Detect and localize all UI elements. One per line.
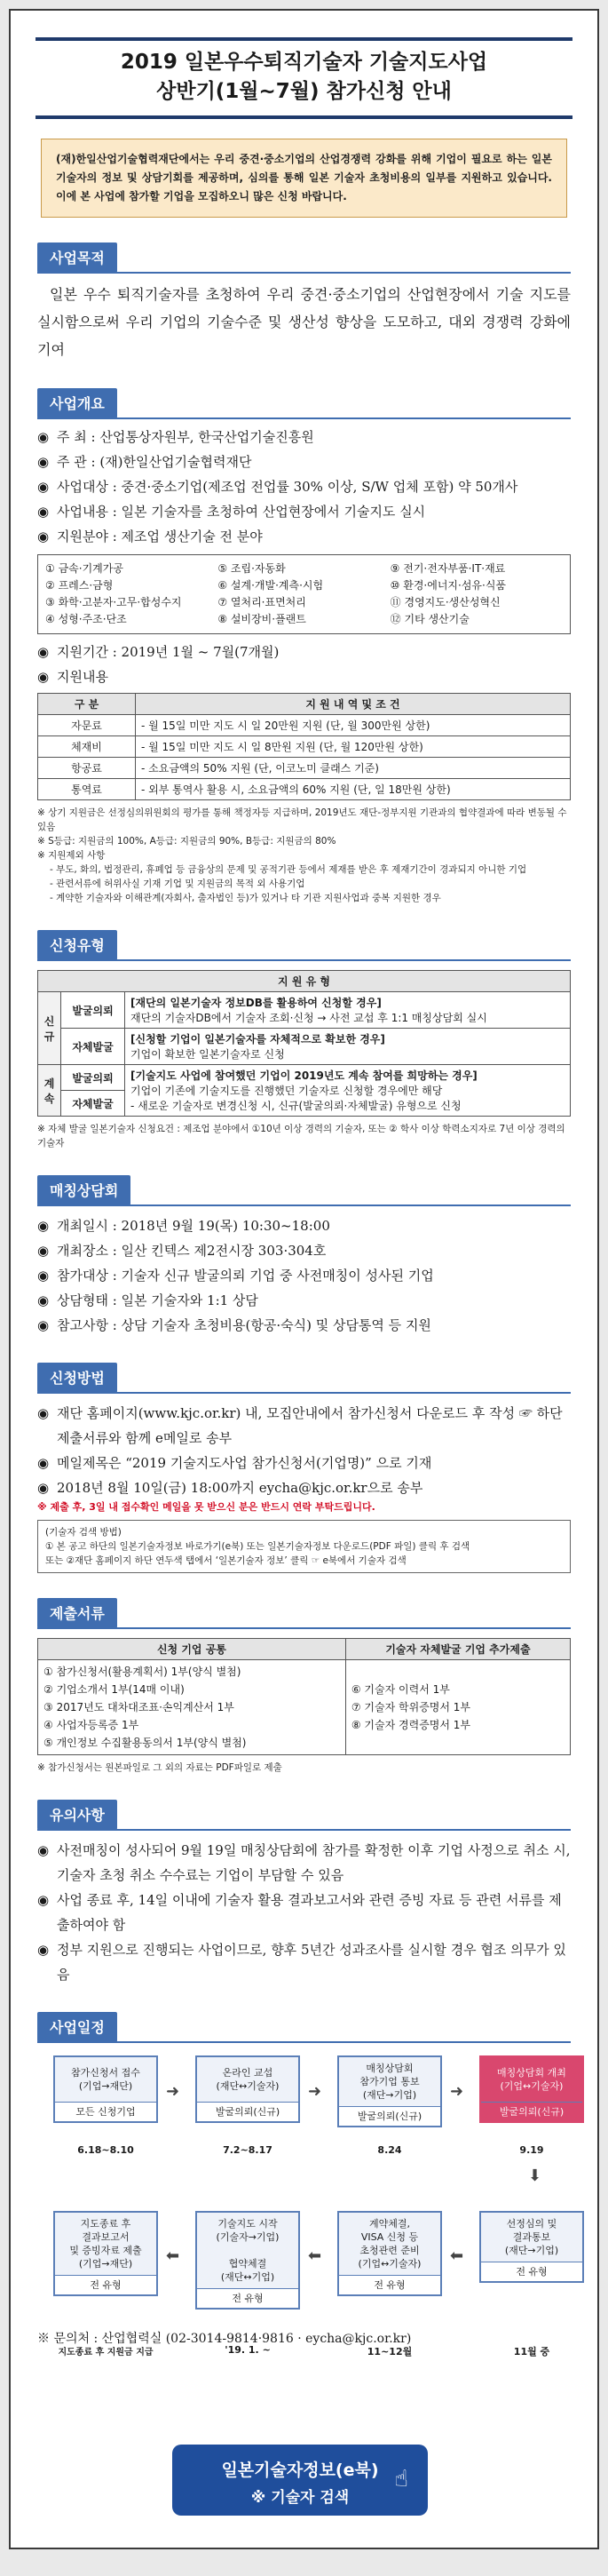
flow-arrow-icon: ⬇ [528,2167,542,2185]
schedule-step [479,2211,584,2283]
bullet-icon: ◉ [37,1317,50,1333]
table-row [38,779,571,800]
list-item [37,499,571,524]
bullet-icon: ◉ [37,1218,50,1234]
step-date: '19. 1. ~ [225,2344,271,2356]
support-fields-grid [37,554,571,634]
type-title: [기술지도 사업에 참여했던 기업이 2019년도 계속 참여를 희망하는 경우] [130,1069,478,1082]
step-title: 기술지도 시작 (기술자→기업) 협약체결 (재단↔기업) [216,2218,280,2283]
document-item: ② 기업소개서 1부(14매 이내) [43,1683,185,1696]
table-header: 지 원 유 형 [38,971,571,992]
table-cell: - 외부 통역사 활용 시, 소요금액의 60% 지원 (단, 일 18만원 상한) [136,779,571,800]
table-cell: - 월 15일 미만 지도 시 일 8만원 지원 (단, 월 120만원 상한) [136,736,571,758]
type-label: 자체발굴 [61,1029,125,1065]
step-title: 지도종료 후 결과보고서 및 증빙자료 제출 (기업→재단) [69,2218,142,2270]
field-item: ⑨ 전기·전자부품·IT·재료 [390,562,506,575]
flow-arrow-icon: ➜ [166,2082,180,2101]
field-item: ⑥ 설계·개발·계측·시험 [217,579,324,592]
schedule-step [195,2211,300,2310]
table-row [38,736,571,758]
step-title: 참가신청서 접수 (기업→재단) [71,2067,140,2092]
type-title: [신청할 기업이 일본기술자를 자체적으로 확보한 경우] [130,1033,385,1046]
documents-note: ※ 참가신청서는 원본파일로 그 외의 자료는 PDF파일로 제출 [37,1762,282,1773]
guide-line: 또는 ②재단 홈페이지 하단 연두색 탭에서 ‘일본기술자 정보’ 클릭 ☞ e북에서 기술자 검색 [45,1555,407,1566]
list-item-text: 사업대상 : 중견·중소기업(제조업 전업률 30% 이상, S/W 업체 포함) 약 50개사 [57,479,518,495]
list-item [37,524,571,549]
section-header: 사업목적 [37,242,117,273]
flow-arrow-icon: ➜ [450,2082,464,2101]
flow-arrow-icon: ⬅ [166,2246,180,2265]
step-title: 매칭상담회 참가기업 통보 (재단→기업) [359,2063,420,2101]
document-item: ① 참가신청서(활용계획서) 1부(양식 별첨) [43,1666,241,1678]
step-target: 전 유형 [481,2262,582,2281]
bullet-icon: ◉ [37,454,50,470]
note-line: ※ 상기 지원금은 선정심의위원회의 평가를 통해 책정자등 지급하며, 2019년도 재단-정부지원 기관과의 협약결과에 따라 변동될 수 있음 [37,807,567,832]
guide-line: ① 본 공고 하단의 일본기술자정보 바로가기(e북) 또는 일본기술자정보 다운로드(PDF 파일) 클릭 후 검색 [45,1541,470,1552]
list-item [37,449,571,474]
engineer-search-button[interactable] [172,2445,428,2516]
schedule-step [195,2055,300,2123]
pointer-hand-icon: ☝ [394,2466,408,2493]
warning-text: ※ 제출 후, 3일 내 접수확인 메일을 못 받으신 분은 반드시 연락 부탁드립니다. [37,1501,375,1513]
list-item [37,1937,571,1987]
bullet-icon: ◉ [37,1455,50,1471]
list-item-text: 2018년 8월 10일(금) 18:00까지 eycha@kjc.or.kr으로 송부 [57,1480,423,1496]
apply-type-note: ※ 자체 발굴 일본기술자 신청요건 : 제조업 분야에서 ①10년 이상 경력의 기술자, 또는 ② 학사 이상 학력소지자로 7년 이상 경력의 기술자 [37,1124,565,1149]
type-title: [재단의 일본기술자 정보DB를 활용하여 신청할 경우] [130,997,382,1009]
type-desc: 기업이 확보한 일본기술자로 신청 [130,1048,285,1061]
section-header: 유의사항 [37,1800,117,1830]
field-item: ⑪ 경영지도·생산성혁신 [390,596,501,608]
support-period: 지원기간 : 2019년 1월 ~ 7월(7개월) [57,644,280,660]
title-line-1: 2019 일본우수퇴직기술자 기술지도사업 [120,51,488,74]
flow-arrow-icon: ⬅ [450,2246,464,2265]
bullet-icon: ◉ [37,1842,50,1858]
step-date: 9.19 [519,2144,544,2156]
flow-arrow-icon: ➜ [308,2082,322,2101]
list-item-text: 개최일시 : 2018년 9월 19(목) 10:30~18:00 [57,1218,330,1234]
type-label: 발굴의뢰 [61,992,125,1029]
list-item [37,1263,571,1288]
bullet-icon: ◉ [37,1942,50,1958]
bullet-icon: ◉ [37,1480,50,1496]
section-matching [37,1150,571,1338]
field-item: ③ 화학·고분자·고무·합성수지 [45,596,182,608]
step-date: 11월 중 [513,2346,550,2357]
button-label: 일본기술자정보(e북) [221,2461,379,2480]
step-date: 8.24 [377,2144,402,2156]
table-row [38,715,571,736]
table-header: 지 원 내 역 및 조 건 [136,694,571,715]
document-item: ⑦ 기술자 학위증명서 1부 [351,1701,471,1713]
step-target: 전 유형 [197,2288,298,2308]
step-target: 발굴의뢰(신규) [197,2102,298,2121]
field-item: ① 금속·기계가공 [45,562,123,575]
bullet-icon: ◉ [37,479,50,495]
field-item: ⑩ 환경·에너지·섬유·식품 [390,579,507,592]
support-table [37,693,571,800]
field-item: ② 프레스·금형 [45,579,114,592]
step-date: 지도종료 후 지원금 지급 [58,2348,154,2357]
section-apply-type [37,905,571,1150]
schedule-step [53,2055,158,2123]
table-cell: 체재비 [38,736,136,758]
field-item: ⑧ 설비장비·플랜트 [217,613,306,625]
bullet-icon: ◉ [37,1292,50,1308]
list-item [37,1451,571,1475]
section-schedule [37,1987,571,2357]
field-item: ⑤ 조립·자동화 [217,562,286,575]
section-overview [37,363,571,905]
step-title: 계약체결, VISA 신청 등 초청관련 준비 (기업↔기술자) [358,2218,422,2270]
section-purpose [37,218,571,363]
section-header: 제출서류 [37,1598,117,1628]
field-item: ④ 성형·주조·단조 [45,613,127,625]
notice-page [9,9,599,2549]
table-cell: - 소요금액의 50% 지원 (단, 이코노미 클래스 기준) [136,758,571,779]
type-desc: 재단의 기술자DB에서 기술자 조회·신청 → 사전 교섭 후 1:1 매칭상담회 실시 [130,1012,487,1024]
flow-arrow-icon: ⬅ [308,2246,322,2265]
list-item-text: 상담형태 : 일본 기술자와 1:1 상담 [57,1292,258,1308]
list-item [37,1288,571,1313]
section-documents [37,1573,571,1775]
step-target: 발굴의뢰(신규) [481,2102,582,2121]
table-row [38,758,571,779]
list-item [37,1888,571,1937]
section-header: 사업개요 [37,388,117,418]
search-guide-box [37,1520,571,1573]
table-header: 구 분 [38,694,136,715]
list-item-text: 재단 홈페이지(www.kjc.or.kr) 내, 모집안내에서 참가신청서 다운로드 후 작성 ☞ 하단 제출서류와 함께 e메일로 송부 [57,1405,563,1446]
list-item-text: 참가대상 : 기술자 신규 발굴의뢰 기업 중 사전매칭이 성사된 기업 [57,1268,434,1284]
table-cell: - 월 15일 미만 지도 시 일 20만원 지원 (단, 월 300만원 상한) [136,715,571,736]
guide-title: (기술자 검색 방법) [45,1527,122,1538]
button-sublabel: ※ 기술자 검색 [250,2489,350,2507]
step-target: 발굴의뢰(신규) [339,2106,440,2126]
type-label: 발굴의뢰 [61,1065,125,1091]
section-header: 신청유형 [37,930,117,960]
table-cell: 자문료 [38,715,136,736]
list-item [37,1401,571,1451]
table-header: 신청 기업 공통 [38,1639,346,1660]
list-item [37,474,571,499]
list-item-text: 참고사항 : 상담 기술자 초청비용(항공·숙식) 및 상담통역 등 지원 [57,1317,431,1333]
bullet-icon: ◉ [37,1892,50,1908]
section-header: 매칭상담회 [37,1175,130,1205]
list-item [37,425,571,449]
bullet-icon: ◉ [37,644,50,660]
list-item [37,1838,571,1888]
list-item-text: 지원분야 : 제조업 생산기술 전 분야 [57,529,263,545]
intro-box: (재)한일산업기술협력재단에서는 우리 중견·중소기업의 산업경쟁력 강화를 위해 기업이 필요로 하는 일본 기술자의 정보 및 상담기회를 제공하며, 심의를 통해 일본 기술자 초청비용의 일부를 지원하고 있습니다. 이에 본 사업에 참가할 기업을 모집하오니 많은 신청 바랍니다. [41,139,567,218]
apply-type-table [37,970,571,1117]
step-target: 모든 신청기업 [55,2102,156,2121]
schedule-step [53,2211,158,2296]
list-item [37,1213,571,1238]
schedule-step [337,2211,442,2296]
document-item: ④ 사업자등록증 1부 [43,1719,139,1731]
document-item: ⑥ 기술자 이력서 1부 [351,1683,450,1696]
document-item: ③ 2017년도 대차대조표·손익계산서 1부 [43,1701,234,1713]
note-line: - 부도, 화의, 법정관리, 휴폐업 등 금융상의 문제 및 공적기관 등에서 제재를 받은 후 제재기간이 경과되지 아니한 기업 [50,864,527,875]
list-item-text: 주 관 : (재)한일산업기술협력재단 [57,454,252,470]
step-date: 7.2~8.17 [223,2144,272,2156]
schedule-step [479,2055,584,2123]
note-line: - 계약한 기술자와 이해관계(자회사, 출자법인 등)가 있거나 타 기관 지원사업과 중복 지원한 경우 [50,893,441,903]
step-date: 11~12월 [367,2346,413,2357]
type-label: 자체발굴 [61,1091,125,1117]
group-new: 신 규 [38,992,61,1065]
field-item: ⑦ 열처리·표면처리 [217,596,306,608]
list-item-text: 개최장소 : 일산 킨텍스 제2전시장 303·304호 [57,1243,327,1259]
step-title: 선정심의 및 결과통보 (재단→기업) [504,2218,559,2256]
note-line: ※ 지원제외 사항 [37,850,106,861]
table-cell: 통역료 [38,779,136,800]
list-item [37,1238,571,1263]
contact-text: ※ 문의처 : 산업협력실 (02-3014-9814·9816 · eycha@kjc.or.kr) [37,2332,412,2346]
step-target: 전 유형 [55,2275,156,2294]
bullet-icon: ◉ [37,669,50,685]
bullet-icon: ◉ [37,504,50,520]
bullet-icon: ◉ [37,429,50,445]
list-item-text: 사업 종료 후, 14일 이내에 기술자 활용 결과보고서와 관련 증빙 자료 등 관련 서류를 제출하여야 함 [57,1892,562,1933]
list-item [37,1313,571,1338]
documents-table [37,1638,571,1755]
field-item: ⑫ 기타 생산기술 [390,613,470,625]
section-cautions [37,1775,571,1987]
step-title: 온라인 교섭 (재단↔기술자) [216,2067,280,2092]
bullet-icon: ◉ [37,1405,50,1421]
bullet-icon: ◉ [37,1268,50,1284]
purpose-text: 일본 우수 퇴직기술자를 초청하여 우리 중견·중소기업의 산업현장에서 기술 지도를 실시함으로써 우리 기업의 기술수준 및 생산성 향상을 도모하고, 대외 경쟁력 강화에 기여 [37,286,571,358]
list-item-text: 정부 지원으로 진행되는 사업이므로, 향후 5년간 성과조사를 실시할 경우 협조 의무가 있음 [57,1942,566,1983]
notice-title [36,37,572,119]
support-content: 지원내용 [57,669,108,685]
list-item-text: 사전매칭이 성사되어 9월 19일 매칭상담회에 참가를 확정한 이후 기업 사정으로 취소 시, 기술자 초청 취소 수수료는 기업이 부담할 수 있음 [57,1842,571,1883]
table-cell: 항공료 [38,758,136,779]
bullet-icon: ◉ [37,529,50,545]
type-desc: 기업이 기존에 기술지도를 진행했던 기술자로 신청할 경우에만 해당 [130,1085,443,1097]
document-item: ⑧ 기술자 경력증명서 1부 [351,1719,471,1731]
title-line-2: 상반기(1월~7월) 참가신청 안내 [156,80,452,103]
type-desc: - 새로운 기술자로 변경신청 시, 신규(발굴의뢰·자체발굴) 유형으로 신청 [130,1100,462,1112]
table-header: 기술자 자체발굴 기업 추가제출 [345,1639,570,1660]
schedule-step [337,2055,442,2127]
group-continue: 계 속 [38,1065,61,1117]
step-title: 매칭상담회 개최 (기업↔기술자) [497,2067,566,2092]
section-method [37,1338,571,1573]
note-line: - 관련서류에 허위사실 기재 기업 및 지원금의 목적 외 사용기업 [50,879,305,889]
step-target: 전 유형 [339,2275,440,2294]
section-header: 신청방법 [37,1363,117,1393]
section-header: 사업일정 [37,2012,117,2042]
note-line: ※ S등급: 지원금의 100%, A등급: 지원금의 90%, B등급: 지원금의 80% [37,836,336,847]
document-item: ⑤ 개인정보 수집활용동의서 1부(양식 별첨) [43,1737,247,1749]
bullet-icon: ◉ [37,1243,50,1259]
list-item-text: 주 최 : 산업통상자원부, 한국산업기술진흥원 [57,429,314,445]
list-item [37,1475,571,1500]
list-item-text: 사업내용 : 일본 기술자를 초청하여 산업현장에서 기술지도 실시 [57,504,426,520]
step-date: 6.18~8.10 [77,2144,134,2156]
list-item-text: 메일제목은 “2019 기술지도사업 참가신청서(기업명)” 으로 기재 [57,1455,432,1471]
